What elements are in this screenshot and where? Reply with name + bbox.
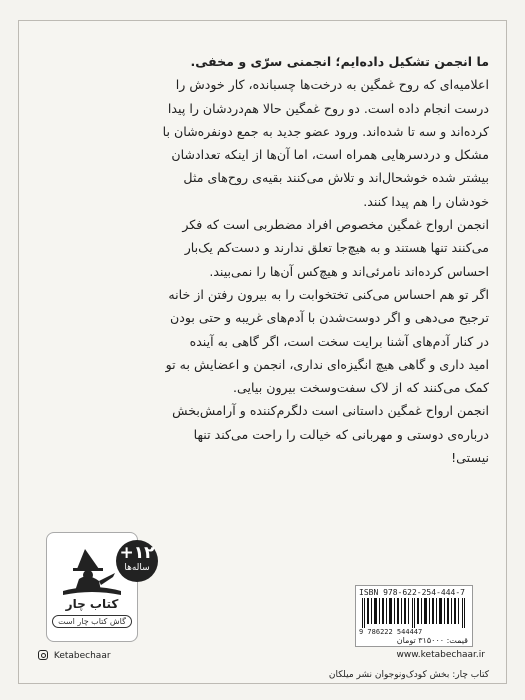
- synopsis-line: بیشتر شده خوشحال‌اند و تلاش می‌کنند بقیه‌ی روح‌های مثل: [183, 170, 489, 186]
- instagram-handle: [38, 650, 111, 661]
- synopsis-line: احساس کرده‌اند نامرئی‌اند و هیچ‌کس آن‌ها را نمی‌بیند.: [209, 263, 489, 279]
- website-url: www.ketabechaar.ir: [396, 650, 485, 660]
- publisher-tagline: گاش کتاب چار است: [52, 615, 132, 628]
- isbn-text: ISBN 978-622-254-444-7: [359, 588, 465, 597]
- barcode-digits: 9 786222 544447: [359, 628, 423, 636]
- synopsis-line: کرده‌اند و سه تا شده‌اند. ورود عضو جدید به جمع دونفره‌شان با: [162, 123, 489, 139]
- synopsis-line: اگر تو هم احساس می‌کنی تختخوابت را به بیرون رفتن از خانه: [168, 286, 489, 302]
- synopsis-line: امید داری و گاهی هیچ انگیزه‌ای نداری، انجمن و اعضایش به تو: [165, 356, 489, 372]
- publisher-name: کتاب چار: [65, 597, 119, 611]
- age-rating-number: +۱۲: [119, 543, 155, 563]
- synopsis-line: نیستی!: [451, 450, 489, 466]
- price-text: قیمت: ۳۱۵۰۰۰ تومان: [396, 636, 468, 645]
- synopsis-line: در کنار آدم‌های آشنا برایت سخت است، اگر گاهی به آینده: [189, 333, 489, 349]
- synopsis-line: انجمن ارواح غمگین مخصوص افراد مضطربی است که فکر: [182, 217, 489, 233]
- synopsis-line: می‌کنند تنها هستند و به هیچ‌جا تعلق ندارند و دست‌کم یک‌بار: [184, 240, 489, 256]
- instagram-handle-text: Ketabechaar: [53, 651, 111, 661]
- age-rating-label: ساله‌ها: [124, 563, 150, 573]
- age-rating-badge: [116, 540, 158, 582]
- synopsis-line: مشکل و دردسرهایی همراه است، اما آن‌ها از اینکه تعدادشان: [171, 147, 489, 163]
- synopsis-line: ما انجمن تشکیل داده‌ایم؛ انجمنی سرّی و مخفی.: [190, 54, 489, 69]
- synopsis-line: ترجیح می‌دهی و اگر دوست‌شدن با آدم‌های غریبه و حتی بودن: [170, 310, 489, 326]
- synopsis-line: درباره‌ی دوستی و مهربانی که خیالت را راحت می‌کند تنها: [193, 426, 489, 442]
- instagram-icon: [38, 650, 48, 660]
- synopsis-line: خودشان را هم پیدا کنند.: [363, 193, 489, 209]
- synopsis-line: درست انجام داده است. دو روح غمگین حالا هم‌دردشان را پیدا: [167, 100, 489, 116]
- synopsis-line: اعلامیه‌ای که روح غمگین به درخت‌ها چسبانده، کار خودش را: [175, 77, 489, 93]
- publisher-footer: کتاب چار: بخش کودک‌ونوجوان نشر میلکان: [328, 670, 489, 680]
- synopsis-line: انجمن ارواح غمگین داستانی است دلگرم‌کننده و آرامش‌بخش: [172, 403, 489, 419]
- barcode-panel: [355, 585, 473, 647]
- barcode-icon: [362, 598, 466, 628]
- synopsis-line: کمک می‌کنند که از لاک سفت‌وسخت بیرون بیایی.: [233, 380, 489, 396]
- synopsis-text: [37, 50, 489, 469]
